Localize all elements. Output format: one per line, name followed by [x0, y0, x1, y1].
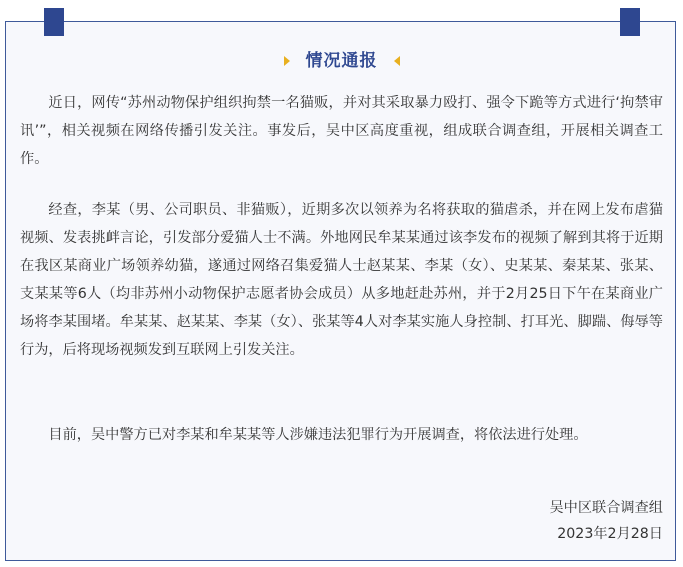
- title-left-arrow-icon: [284, 56, 290, 66]
- right-corner-tab: [620, 8, 640, 36]
- signature-org: 吴中区联合调查组: [549, 500, 663, 516]
- notice-paragraph: 目前，吴中警方已对李某和牟某某等人涉嫌违法犯罪行为开展调查，将依法进行处理。: [48, 427, 588, 443]
- title-right-arrow-icon: [394, 56, 400, 66]
- notice-paragraph: 近日，网传“苏州动物保护组织拘禁一名猫贩，并对其采取暴力殴打、强令下跪等方式进行‘拘禁审讯’”，相关视频在网络传播引发关注。事发后，吴中区高度重视，组成联合调查组，开展相关调查工作。: [20, 95, 663, 167]
- left-corner-tab: [44, 8, 64, 36]
- signature-date: 2023年2月28日: [557, 526, 663, 542]
- notice-title-row: [0, 50, 683, 72]
- notice-title: 情况通报: [305, 51, 378, 71]
- notice-paragraph: 经查，李某（男、公司职员、非猫贩），近期多次以领养为名将获取的猫虐杀，并在网上发布虐猫视频、发表挑衅言论，引发部分爱猫人士不满。外地网民牟某某通过该李发布的视频了解到其将于近期在我区某商业广场领养幼猫，遂通过网络召集爱猫人士赵某某、李某（女）、史某某、秦某某、张某、支某某等6人（均非苏州小动物保护志愿者协会成员）从多地赶赴苏州，并于2月25日下午在某商业广场将李某围堵。牟某某、赵某某、李某（女）、张某等4人对李某实施人身控制、打耳光、脚踹、侮辱等行为，后将现场视频发到互联网上引发关注。: [20, 202, 663, 358]
